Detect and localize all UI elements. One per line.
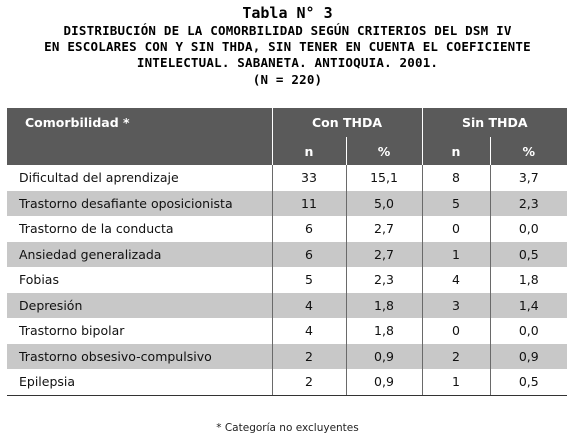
cell-con-pct: 1,8: [346, 293, 422, 319]
cell-sin-n: 0: [422, 318, 490, 344]
title-line-3: INTELECTUAL. SABANETA. ANTIOQUIA. 2001.: [136, 55, 439, 70]
cell-sin-pct: 0,0: [490, 216, 567, 242]
cell-con-pct: 2,3: [346, 267, 422, 293]
cell-sin-n: 5: [422, 191, 490, 217]
cell-con-n: 2: [272, 344, 346, 370]
cell-con-pct: 0,9: [346, 369, 422, 395]
cell-sin-pct: 0,0: [490, 318, 567, 344]
cell-sin-n: 3: [422, 293, 490, 319]
cell-sin-pct: 2,3: [490, 191, 567, 217]
cell-con-n: 6: [272, 242, 346, 268]
row-label: Trastorno de la conducta: [19, 221, 174, 237]
cell-con-n: 4: [272, 293, 346, 319]
cell-con-n: 6: [272, 216, 346, 242]
row-label: Depresión: [7, 293, 272, 319]
table-row: [7, 165, 567, 191]
cell-con-n: 4: [272, 318, 346, 344]
table-label: Tabla N° 3: [242, 4, 333, 22]
title-line-2: EN ESCOLARES CON Y SIN THDA, SIN TENER EN CUENTA EL COEFICIENTE: [44, 39, 531, 54]
header-comorbidity: Comorbilidad *: [7, 108, 272, 137]
cell-con-pct: 15,1: [346, 165, 422, 191]
cell-sin-n: 8: [422, 165, 490, 191]
table-row: [7, 318, 567, 344]
cell-sin-n: 2: [422, 344, 490, 370]
row-label: Fobias: [19, 272, 59, 288]
cell-con-pct: 0,9: [346, 344, 422, 370]
cell-sin-n: 0: [422, 216, 490, 242]
footnote: * Categoría no excluyentes: [216, 422, 359, 434]
row-label: Trastorno desafiante oposicionista: [7, 191, 272, 217]
cell-con-pct: 1,8: [346, 318, 422, 344]
cell-con-n: 11: [272, 191, 346, 217]
table-row: [7, 191, 567, 217]
header-without-thda: Sin THDA: [422, 108, 567, 137]
cell-sin-n: 4: [422, 267, 490, 293]
cell-sin-pct: 0,9: [490, 344, 567, 370]
cell-con-n: 5: [272, 267, 346, 293]
cell-sin-pct: 1,4: [490, 293, 567, 319]
cell-sin-pct: 3,7: [490, 165, 567, 191]
table-row: [7, 369, 567, 395]
header-blank: [7, 137, 272, 165]
comorbidity-table: [7, 108, 567, 396]
header-con-n: n: [272, 137, 346, 165]
row-label: Dificultad del aprendizaje: [19, 170, 179, 186]
cell-con-pct: 5,0: [346, 191, 422, 217]
row-label: Ansiedad generalizada: [7, 242, 272, 268]
table-row: [7, 216, 567, 242]
cell-sin-pct: 0,5: [490, 369, 567, 395]
title-line-1: DISTRIBUCIÓN DE LA COMORBILIDAD SEGÚN CRITERIOS DEL DSM IV: [63, 23, 512, 38]
header-sin-n: n: [422, 137, 490, 165]
cell-con-n: 33: [272, 165, 346, 191]
cell-sin-pct: 0,5: [490, 242, 567, 268]
row-label: Trastorno bipolar: [19, 323, 125, 339]
cell-sin-pct: 1,8: [490, 267, 567, 293]
header-sin-pct: %: [490, 137, 567, 165]
row-label: Trastorno obsesivo-compulsivo: [7, 344, 272, 370]
table-row: [7, 242, 567, 268]
cell-con-pct: 2,7: [346, 242, 422, 268]
cell-con-n: 2: [272, 369, 346, 395]
table-row: [7, 267, 567, 293]
table-row: [7, 293, 567, 319]
header-con-pct: %: [346, 137, 422, 165]
title-line-4: (N = 220): [252, 72, 323, 87]
cell-sin-n: 1: [422, 242, 490, 268]
cell-sin-n: 1: [422, 369, 490, 395]
table-row: [7, 344, 567, 370]
row-label: Epilepsia: [7, 369, 272, 395]
header-with-thda: Con THDA: [272, 108, 422, 137]
cell-con-pct: 2,7: [346, 216, 422, 242]
